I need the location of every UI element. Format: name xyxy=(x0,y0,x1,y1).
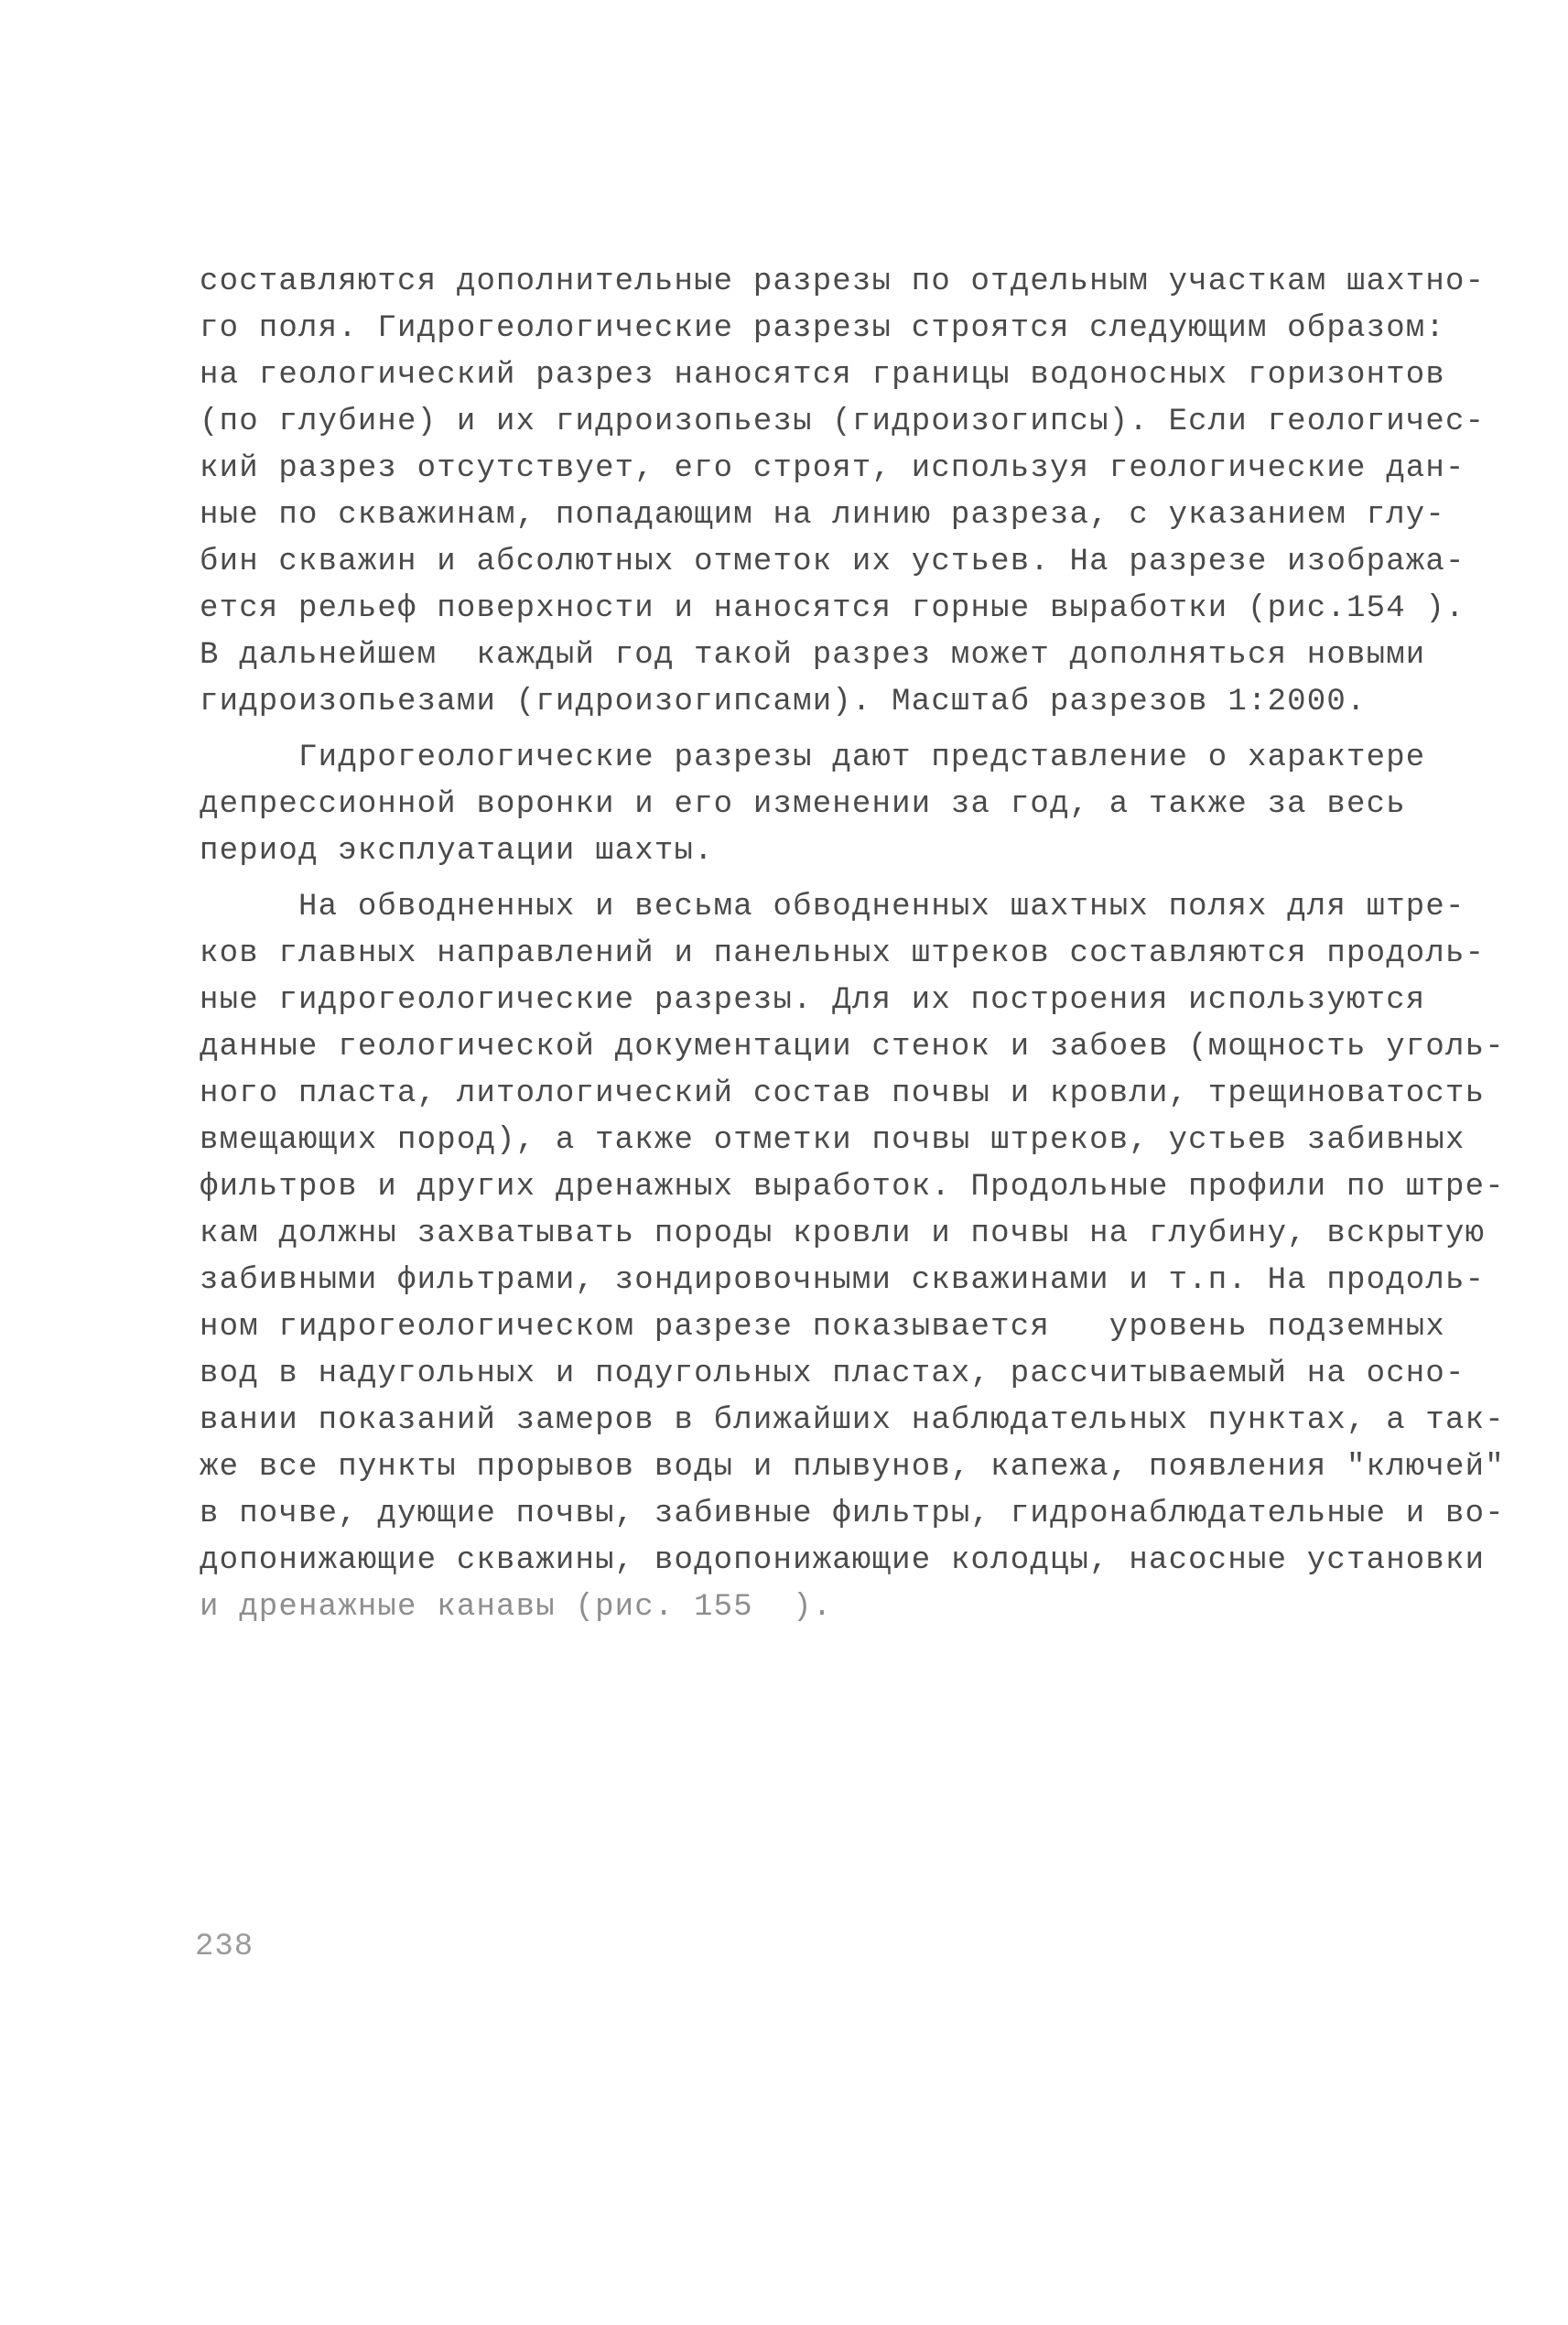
paragraph-1 xyxy=(200,259,1486,726)
text-line: составляются дополнительные разрезы по отдельным участкам шахтно- xyxy=(200,265,1486,299)
text-line: гидроизопьезами (гидроизогипсами). Масштаб разрезов 1:2000. xyxy=(200,685,1367,719)
text-line: бин скважин и абсолютных отметок их устьев. На разрезе изобража- xyxy=(200,545,1465,579)
text-line: ного пласта, литологический состав почвы и кровли, трещиноватость xyxy=(200,1076,1486,1111)
text-line: (по глубине) и их гидроизопьезы (гидроизогипсы). Если геологичес- xyxy=(200,405,1486,439)
text-line: вании показаний замеров в ближайших наблюдательных пунктах, а так- xyxy=(200,1403,1505,1438)
page-number: 238 xyxy=(195,1930,254,1964)
text-line: вмещающих пород), а также отметки почвы штреков, устьев забивных xyxy=(200,1123,1465,1158)
text-line: допонижающие скважины, водопонижающие колодцы, насосные установки xyxy=(200,1543,1486,1578)
text-line: На обводненных и весьма обводненных шахтных полях для штре- xyxy=(200,890,1465,925)
body-text xyxy=(200,259,1505,1631)
text-line: депрессионной воронки и его изменении за год, а также за весь xyxy=(200,787,1406,822)
paragraph-3 xyxy=(200,884,1505,1631)
text-line: В дальнейшем каждый год такой разрез может дополняться новыми xyxy=(200,638,1426,673)
text-line: ков главных направлений и панельных штреков составляются продоль- xyxy=(200,936,1486,971)
text-line: го поля. Гидрогеологические разрезы строятся следующим образом: xyxy=(200,311,1446,346)
text-line: кий разрез отсутствует, его строят, используя геологические дан- xyxy=(200,451,1465,486)
text-line: на геологический разрез наносятся границы водоносных горизонтов xyxy=(200,358,1446,393)
text-line: ном гидрогеологическом разрезе показывается уровень подземных xyxy=(200,1310,1446,1345)
text-line: ные гидрогеологические разрезы. Для их построения используются xyxy=(200,983,1426,1018)
text-line: Гидрогеологические разрезы дают представление о характере xyxy=(200,741,1426,775)
text-line: период эксплуатации шахты. xyxy=(200,834,714,869)
text-line: данные геологической документации стенок и забоев (мощность уголь- xyxy=(200,1030,1505,1065)
text-line: кам должны захватывать породы кровли и почвы на глубину, вскрытую xyxy=(200,1217,1486,1251)
text-line: фильтров и других дренажных выработок. Продольные профили по штре- xyxy=(200,1170,1505,1205)
text-line: вод в надугольных и подугольных пластах, рассчитываемый на осно- xyxy=(200,1357,1465,1391)
paragraph-2 xyxy=(200,735,1435,875)
text-line: же все пункты прорывов воды и плывунов, капежа, появления "ключей" xyxy=(200,1450,1505,1485)
text-line: забивными фильтрами, зондировочными скважинами и т.п. На продоль- xyxy=(200,1263,1486,1298)
text-line: и дренажные канавы (рис. 155 ). xyxy=(200,1590,833,1625)
text-line: в почве, дующие почвы, забивные фильтры, гидронаблюдательные и во- xyxy=(200,1497,1505,1531)
text-line: ется рельеф поверхности и наносятся горные выработки (рис.154 ). xyxy=(200,591,1465,626)
text-line: ные по скважинам, попадающим на линию разреза, с указанием глу- xyxy=(200,498,1446,533)
